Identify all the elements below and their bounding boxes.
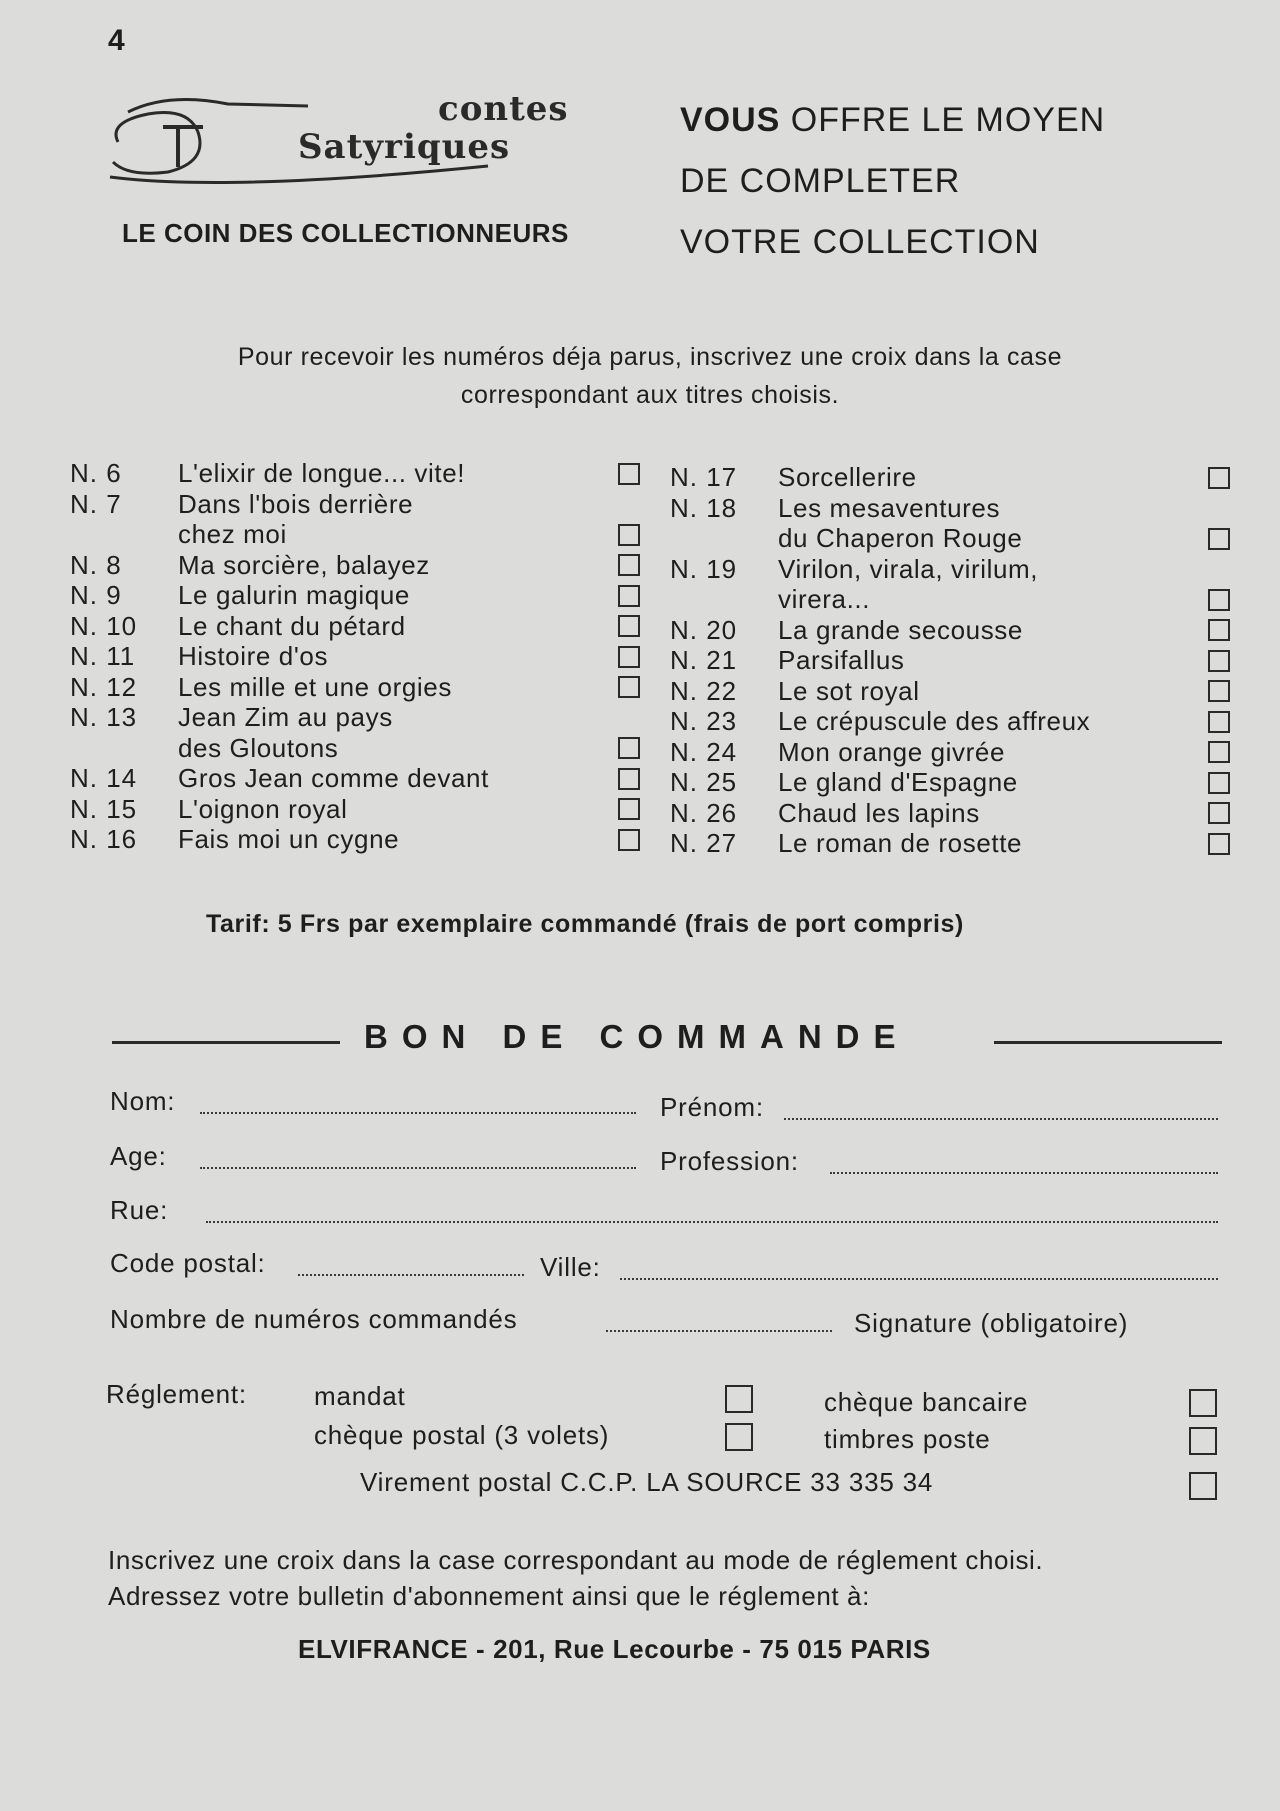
- title-line1: Fais moi un cygne: [178, 824, 400, 854]
- title-checkbox[interactable]: [1208, 833, 1230, 855]
- title-checkbox[interactable]: [1208, 650, 1230, 672]
- title-text: [178, 763, 618, 794]
- title-text: [778, 554, 1208, 615]
- title-checkbox[interactable]: [618, 585, 640, 607]
- page-number: 4: [108, 24, 125, 57]
- title-line1: Virilon, virala, virilum,: [778, 553, 1039, 584]
- title-number: N. 7: [70, 488, 122, 519]
- ville-field[interactable]: [620, 1278, 1218, 1280]
- title-text: [178, 458, 618, 489]
- titles-list-left: [70, 458, 640, 855]
- title-text: [178, 489, 618, 550]
- title-line2: des Gloutons: [178, 732, 339, 763]
- payment-mandat-checkbox[interactable]: [725, 1385, 753, 1413]
- title-line1: L'oignon royal: [178, 793, 348, 824]
- logo-line-satyriques: Satyriques: [298, 127, 511, 167]
- intro-instructions: [110, 338, 1190, 414]
- title-line1: Le crépuscule des affreux: [778, 706, 1091, 736]
- title-row-right: [670, 706, 1230, 737]
- title-checkbox[interactable]: [618, 554, 640, 576]
- title-row-left: [70, 794, 640, 825]
- title-row-left: [70, 489, 640, 550]
- title-text: [778, 645, 1208, 676]
- title-checkbox[interactable]: [1208, 680, 1230, 702]
- payment-cheque-postal-checkbox[interactable]: [725, 1423, 753, 1451]
- title-line1: Le chant du pétard: [178, 610, 406, 641]
- contes-satyriques-logo: [108, 89, 569, 192]
- title-line1: Les mesaventures: [778, 492, 1001, 523]
- quantity-field[interactable]: [606, 1330, 832, 1332]
- collectors-corner-title: LE COIN DES COLLECTIONNEURS: [122, 218, 569, 248]
- title-row-left: [70, 672, 640, 703]
- title-text: [778, 676, 1208, 707]
- title-checkbox[interactable]: [1208, 467, 1230, 489]
- title-text: [778, 706, 1208, 737]
- offer-line1: OFFRE LE MOYEN: [780, 101, 1106, 139]
- title-line1: Jean Zim au pays: [178, 702, 393, 732]
- title-line1: Les mille et une orgies: [178, 671, 452, 702]
- payment-timbres-label: timbres poste: [824, 1424, 991, 1454]
- prenom-label: Prénom:: [660, 1092, 764, 1122]
- title-line1: Le galurin magique: [178, 580, 410, 610]
- title-checkbox[interactable]: [618, 676, 640, 698]
- title-number: N. 18: [670, 492, 738, 523]
- title-line1: Ma sorcière, balayez: [178, 549, 430, 580]
- title-number: N. 6: [70, 458, 122, 488]
- title-number: N. 22: [670, 675, 738, 706]
- payment-cheque-bancaire-checkbox[interactable]: [1189, 1389, 1217, 1417]
- title-number: N. 16: [70, 824, 138, 854]
- payment-cheque-bancaire-label: chèque bancaire: [824, 1387, 1029, 1417]
- title-line1: Chaud les lapins: [778, 797, 980, 828]
- title-checkbox[interactable]: [618, 737, 640, 759]
- prenom-field[interactable]: [784, 1118, 1218, 1120]
- title-number: N. 9: [70, 580, 122, 610]
- title-line1: Sorcellerire: [778, 462, 917, 492]
- title-checkbox[interactable]: [618, 524, 640, 546]
- title-number: N. 20: [670, 614, 738, 645]
- title-number: N. 19: [670, 553, 738, 584]
- title-text: [778, 767, 1208, 798]
- title-checkbox[interactable]: [618, 798, 640, 820]
- title-text: [778, 493, 1208, 554]
- rue-label: Rue:: [110, 1195, 169, 1225]
- title-number: N. 8: [70, 549, 122, 580]
- title-row-right: [670, 737, 1230, 768]
- title-checkbox[interactable]: [618, 768, 640, 790]
- title-line1: L'elixir de longue... vite!: [178, 458, 466, 488]
- title-text: [178, 550, 618, 581]
- title-checkbox[interactable]: [1208, 528, 1230, 550]
- heading-rule-right: [994, 1041, 1222, 1044]
- title-number: N. 27: [670, 828, 738, 858]
- offer-line2: DE COMPLETER: [680, 162, 961, 200]
- logo-line-contes: contes: [438, 89, 569, 129]
- title-line1: Le sot royal: [778, 675, 920, 706]
- title-line1: Mon orange givrée: [778, 736, 1005, 767]
- offer-heading: [680, 90, 1105, 273]
- title-row-left: [70, 641, 640, 672]
- footer-instruction-line2: Adressez votre bulletin d'abonnement ainsi que le réglement à:: [108, 1581, 870, 1611]
- intro-line2: correspondant aux titres choisis.: [460, 381, 840, 409]
- title-line1: Le gland d'Espagne: [778, 767, 1018, 797]
- title-text: [178, 611, 618, 642]
- publisher-address: ELVIFRANCE - 201, Rue Lecourbe - 75 015 PARIS: [298, 1634, 931, 1664]
- title-text: [778, 615, 1208, 646]
- title-number: N. 11: [70, 641, 136, 671]
- title-row-right: [670, 798, 1230, 829]
- title-checkbox[interactable]: [1208, 802, 1230, 824]
- title-number: N. 12: [70, 671, 138, 702]
- title-checkbox[interactable]: [618, 615, 640, 637]
- title-line2: virera...: [778, 584, 871, 614]
- payment-label: Réglement:: [106, 1379, 247, 1409]
- title-row-right: [670, 554, 1230, 615]
- title-checkbox[interactable]: [1208, 711, 1230, 733]
- title-number: N. 17: [670, 462, 738, 492]
- offer-vous: VOUS: [680, 101, 781, 139]
- title-text: [778, 737, 1208, 768]
- title-checkbox[interactable]: [1208, 619, 1230, 641]
- payment-virement-checkbox[interactable]: [1189, 1472, 1217, 1500]
- offer-line3: VOTRE COLLECTION: [680, 223, 1040, 261]
- code-postal-label: Code postal:: [110, 1248, 266, 1278]
- quantity-label: Nombre de numéros commandés: [110, 1304, 518, 1334]
- payment-timbres-checkbox[interactable]: [1189, 1427, 1217, 1455]
- title-line1: Dans l'bois derrière: [178, 488, 414, 519]
- title-checkbox[interactable]: [618, 829, 640, 851]
- title-number: N. 21: [670, 645, 738, 675]
- heading-rule-left: [112, 1041, 340, 1044]
- footer-instruction-line1: Inscrivez une croix dans la case correspondant au mode de réglement choisi.: [108, 1545, 1044, 1575]
- title-text: [178, 672, 618, 703]
- title-row-right: [670, 493, 1230, 554]
- payment-virement-label: Virement postal C.C.P. LA SOURCE 33 335 34: [360, 1467, 934, 1497]
- price-note: Tarif: 5 Frs par exemplaire commandé (frais de port compris): [206, 910, 964, 938]
- title-number: N. 13: [70, 702, 138, 732]
- title-text: [178, 702, 618, 763]
- title-line1: Parsifallus: [778, 645, 905, 675]
- title-text: [178, 580, 618, 611]
- title-line2: du Chaperon Rouge: [778, 523, 1023, 553]
- title-row-right: [670, 676, 1230, 707]
- title-checkbox[interactable]: [1208, 772, 1230, 794]
- title-row-right: [670, 615, 1230, 646]
- title-row-left: [70, 702, 640, 763]
- signature-label: Signature (obligatoire): [854, 1308, 1129, 1338]
- title-row-left: [70, 580, 640, 611]
- title-line1: La grande secousse: [778, 614, 1023, 645]
- titles-list-right: [670, 462, 1230, 859]
- title-row-left: [70, 611, 640, 642]
- title-checkbox[interactable]: [1208, 741, 1230, 763]
- title-row-right: [670, 767, 1230, 798]
- title-row-left: [70, 824, 640, 855]
- title-text: [778, 828, 1208, 859]
- order-form-heading: BON DE COMMANDE: [364, 1018, 910, 1055]
- nom-label: Nom:: [110, 1086, 176, 1116]
- title-text: [778, 798, 1208, 829]
- payment-cheque-postal-label: chèque postal (3 volets): [314, 1420, 610, 1450]
- age-field[interactable]: [200, 1167, 636, 1169]
- title-line1: Gros Jean comme devant: [178, 763, 489, 793]
- title-checkbox[interactable]: [1208, 589, 1230, 611]
- title-checkbox[interactable]: [618, 463, 640, 485]
- code-postal-field[interactable]: [298, 1274, 524, 1276]
- title-row-right: [670, 645, 1230, 676]
- nom-field[interactable]: [200, 1112, 636, 1114]
- title-checkbox[interactable]: [618, 646, 640, 668]
- title-number: N. 26: [670, 797, 738, 828]
- title-number: N. 24: [670, 736, 738, 767]
- profession-field[interactable]: [830, 1172, 1218, 1174]
- title-number: N. 10: [70, 610, 138, 641]
- title-row-right: [670, 462, 1230, 493]
- title-number: N. 15: [70, 793, 138, 824]
- title-row-right: [670, 828, 1230, 859]
- title-text: [178, 794, 618, 825]
- title-number: N. 14: [70, 763, 138, 793]
- title-text: [178, 641, 618, 672]
- ville-label: Ville:: [540, 1252, 601, 1282]
- title-text: [778, 462, 1208, 493]
- title-number: N. 25: [670, 767, 738, 797]
- title-text: [178, 824, 618, 855]
- title-line2: chez moi: [178, 519, 287, 549]
- payment-mandat-label: mandat: [314, 1381, 406, 1411]
- title-line1: Le roman de rosette: [778, 828, 1023, 858]
- profession-label: Profession:: [660, 1146, 799, 1176]
- title-row-left: [70, 550, 640, 581]
- title-line1: Histoire d'os: [178, 641, 329, 671]
- intro-line1: Pour recevoir les numéros déja parus, inscrivez une croix dans la case: [237, 343, 1063, 371]
- title-row-left: [70, 458, 640, 489]
- age-label: Age:: [110, 1141, 167, 1171]
- title-row-left: [70, 763, 640, 794]
- title-number: N. 23: [670, 706, 738, 736]
- rue-field[interactable]: [206, 1221, 1218, 1223]
